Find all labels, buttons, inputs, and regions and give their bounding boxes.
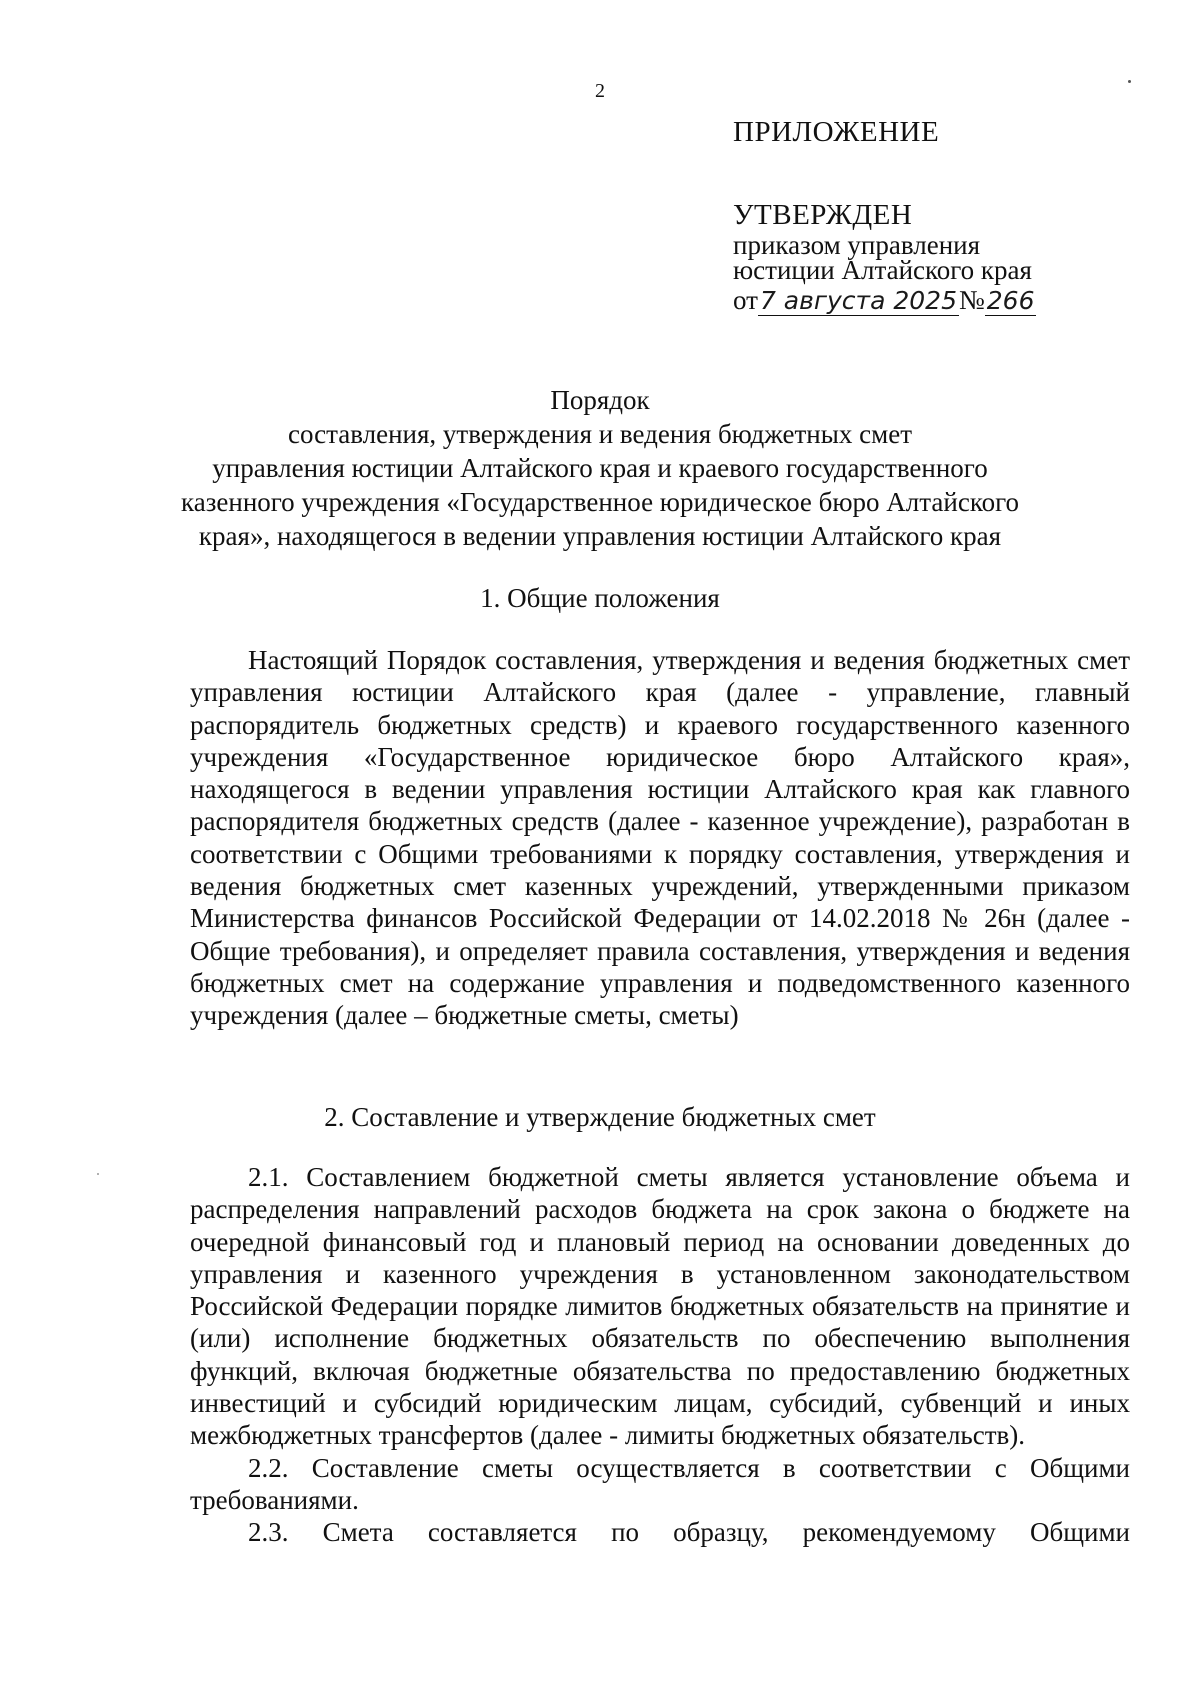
title-line-5: края», находящегося в ведении управления юстиции Алтайского края: [198, 521, 1002, 551]
approved-block: [733, 200, 1036, 316]
number-sign: №: [959, 285, 985, 315]
appendix-label: ПРИЛОЖЕНИЕ: [733, 116, 940, 148]
page-number: 2: [595, 80, 605, 102]
scan-speck: [1128, 80, 1131, 83]
section-2-body: [190, 1161, 1130, 1548]
order-line-2: юстиции Алтайского края: [733, 255, 1032, 285]
section-1-heading: 1. Общие положения: [480, 583, 720, 613]
document-title: [0, 383, 1200, 553]
section-1-body: [190, 644, 1130, 1032]
order-line-1: приказом управления: [733, 230, 981, 260]
paragraph-2-1: 2.1. Составлением бюджетной сметы является установление объема и распределения направлений расходов бюджета на срок закона о бюджете на очередной финансовый год и плановый период на основании доведенных до управления и казенного учреждения в установленном законодательством Российской Федерации порядке лимитов бюджетных обязательств на принятие и (или) исполнение бюджетных обязательств по обеспечению выполнения функций, включая бюджетные обязательства по предоставлению бюджетных инвестиций и субсидий юридическим лицам, субсидий, субвенций и иных межбюджетных трансфертов (далее - лимиты бюджетных обязательств).: [190, 1162, 1130, 1451]
order-date-line: [733, 285, 1036, 316]
handwritten-date: 7 августа 2025: [759, 286, 957, 315]
title-line-3: управления юстиции Алтайского края и краевого государственного: [212, 453, 988, 483]
section-2-heading: 2. Составление и утверждение бюджетных смет: [324, 1102, 876, 1132]
paragraph-2-3: 2.3. Смета составляется по образцу, рекомендуемому Общими: [248, 1516, 1130, 1547]
title-line-2: составления, утверждения и ведения бюджетных смет: [288, 419, 912, 449]
approved-label: УТВЕРЖДЕН: [733, 199, 913, 231]
date-prefix: от: [733, 285, 758, 315]
title-line-4: казенного учреждения «Государственное юридическое бюро Алтайского: [181, 487, 1019, 517]
paragraph-2-2: 2.2. Составление сметы осуществляется в соответствии с Общими требованиями.: [190, 1452, 1130, 1515]
title-line-1: Порядок: [550, 385, 650, 415]
scan-speck: [97, 1173, 99, 1175]
handwritten-number: 266: [986, 286, 1035, 315]
section-1-paragraph: Настоящий Порядок составления, утверждения и ведения бюджетных смет управления юстиции Алтайского края (далее - управление, главный распорядитель бюджетных средств) и краевого государственного казенного учреждения «Государственное юридическое бюро Алтайского края», находящегося в ведении управления юстиции Алтайского края как главного распорядителя бюджетных средств (далее - казенное учреждение), разработан в соответствии с Общими требованиями к порядку составления, утверждения и ведения бюджетных смет казенных учреждений, утвержденными приказом Министерства финансов Российской Федерации от 14.02.2018 № 26н (далее - Общие требования), и определяет правила составления, утверждения и ведения бюджетных смет на содержание управления и подведомственного казенного учреждения (далее – бюджетные сметы, сметы): [190, 645, 1130, 1031]
